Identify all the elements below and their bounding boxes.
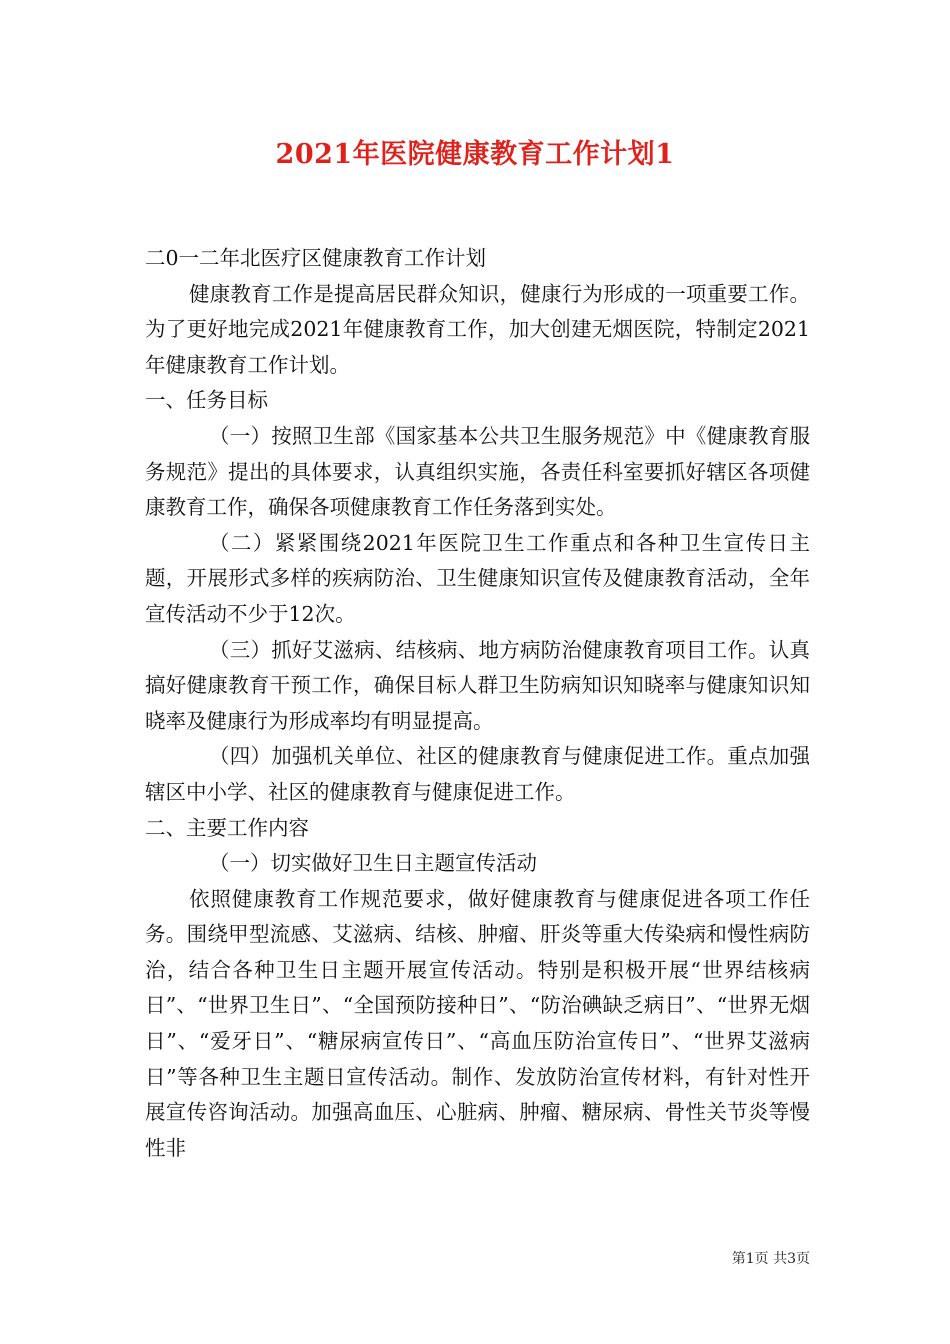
section2-subheading-1: （一）切实做好卫生日主题宣传活动	[209, 851, 537, 876]
section1-item-2: （二）紧紧围绕2021年医院卫生工作重点和各种卫生宣传日主题，开展形式多样的疾病防治、卫生健康知识宣传及健康教育活动，全年宣传活动不少于12次。	[145, 530, 810, 626]
document-subtitle: 二0一二年北医疗区健康教育工作计划	[145, 246, 487, 270]
section1-item-4: （四）加强机关单位、社区的健康教育与健康促进工作。重点加强辖区中小学、社区的健康教育与健康促进工作。	[145, 744, 810, 804]
section-heading-2: 二、主要工作内容	[145, 815, 309, 840]
document-body	[145, 241, 810, 1166]
section2-paragraph-1: 依照健康教育工作规范要求，做好健康教育与健康促进各项工作任务。围绕甲型流感、艾滋病、结核、肿瘤、肝炎等重大传染病和慢性病防治，结合各种卫生日主题开展宣传活动。特别是积极开展“世界结核病日”、“世界卫生日”、“全国预防接种日”、“防治碘缺乏病日”、“世界无烟日”、“爱牙日”、“糖尿病宣传日”、“高血压防治宣传日”、“世界艾滋病日”等各种卫生主题日宣传活动。制作、发放防治宣传材料，有针对性开展宣传咨询活动。加强高血压、心脏病、肿瘤、糖尿病、骨性关节炎等慢性非	[145, 886, 810, 1160]
section-heading-1: 一、任务目标	[145, 388, 268, 413]
page-number-footer: 第1页 共3页	[731, 1251, 810, 1267]
document-title: 2021年医院健康教育工作计划1	[275, 139, 675, 170]
intro-paragraph: 健康教育工作是提高居民群众知识，健康行为形成的一项重要工作。为了更好地完成2021年健康教育工作，加大创建无烟医院，特制定2021年健康教育工作计划。	[145, 281, 810, 377]
section1-item-1: （一）按照卫生部《国家基本公共卫生服务规范》中《健康教育服务规范》提出的具体要求，认真组织实施，各责任科室要抓好辖区各项健康教育工作，确保各项健康教育工作任务落到实处。	[145, 423, 810, 520]
section1-item-3: （三）抓好艾滋病、结核病、地方病防治健康教育项目工作。认真搞好健康教育干预工作，确保目标人群卫生防病知识知晓率与健康知识知晓率及健康行为形成率均有明显提高。	[145, 637, 810, 733]
